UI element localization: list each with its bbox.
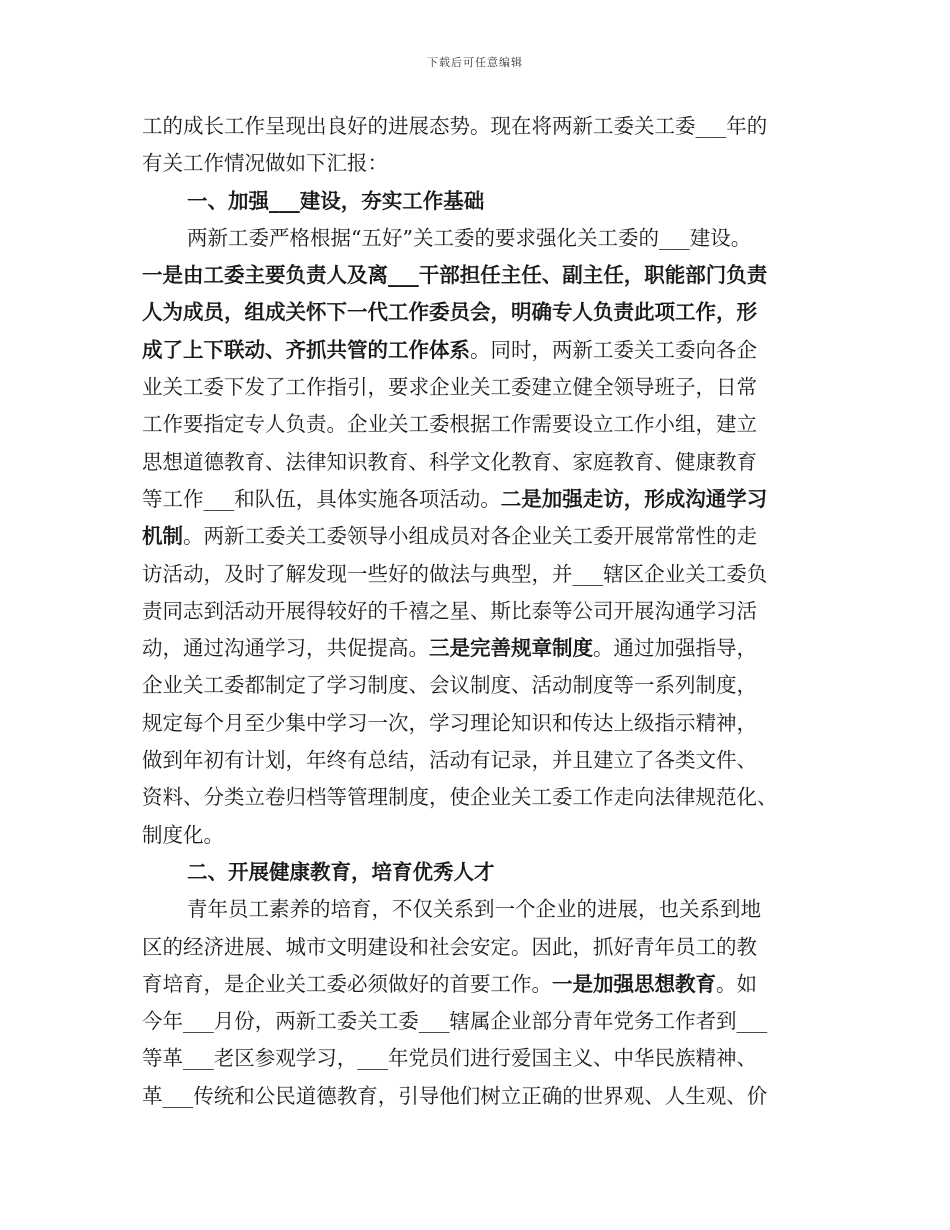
- text-segment: 青年员工素养的培育，不仅关系到一个企业的进展，也关系到地: [187, 897, 761, 922]
- text-segment: 等工作___和队伍，具体实施各项活动。: [142, 486, 501, 511]
- text-line: [142, 779, 827, 816]
- text-line: [142, 108, 827, 145]
- text-segment: 责同志到活动开展得较好的千禧之星、斯比泰等公司开展沟通学习活: [142, 598, 757, 623]
- bold-text-segment: 二、开展健康教育，培育优秀人才: [187, 859, 495, 884]
- bold-text-segment: 三是完善规章制度: [429, 636, 593, 661]
- text-line: [142, 257, 827, 294]
- document-body: [142, 108, 827, 1115]
- bold-text-segment: 成了上下联动、齐抓共管的工作体系: [142, 337, 470, 362]
- text-segment: 。两新工委关工委领导小组成员对各企业关工委开展常常性的走: [183, 524, 757, 549]
- text-segment: 做到年初有计划，年终有总结，活动有记录，并且建立了各类文件、: [142, 748, 757, 773]
- text-line: [142, 891, 827, 928]
- text-segment: 区的经济进展、城市文明建设和社会安定。因此，抓好青年员工的教: [142, 934, 757, 959]
- text-line: [142, 556, 827, 593]
- text-segment: 制度化。: [142, 822, 224, 847]
- text-segment: 革___传统和公民道德教育，引导他们树立正确的世界观、人生观、价: [142, 1083, 768, 1108]
- bold-text-segment: 一是加强思想教育: [552, 971, 716, 996]
- text-segment: 。通过加强指导，: [593, 636, 757, 661]
- bold-text-segment: 一、加强___建设，夯实工作基础: [187, 188, 485, 213]
- section-heading: [142, 183, 827, 220]
- section-heading: [142, 854, 827, 891]
- text-segment: 动，通过沟通学习，共促提高。: [142, 636, 429, 661]
- text-line: [142, 332, 827, 369]
- text-segment: 规定每个月至少集中学习一次，学习理论知识和传达上级指示精神，: [142, 710, 757, 735]
- text-line: [142, 369, 827, 406]
- text-segment: 两新工委严格根据“五好”关工委的要求强化关工委的___建设。: [187, 225, 752, 250]
- text-segment: 有关工作情况做如下汇报：: [142, 151, 388, 176]
- bold-text-segment: 一是由工委主要负责人及离___干部担任主任、副主任，职能部门负责: [142, 263, 768, 288]
- text-segment: 育培育，是企业关工委必须做好的首要工作。: [142, 971, 552, 996]
- text-line: [142, 929, 827, 966]
- text-line: [142, 294, 827, 331]
- text-line: [142, 406, 827, 443]
- text-line: [142, 145, 827, 182]
- text-line: [142, 630, 827, 667]
- text-line: [142, 705, 827, 742]
- text-line: [142, 1040, 827, 1077]
- text-line: [142, 1078, 827, 1115]
- text-line: [142, 444, 827, 481]
- text-segment: 工的成长工作呈现出良好的进展态势。现在将两新工委关工委___年的: [142, 114, 768, 138]
- text-line: [142, 518, 827, 555]
- text-segment: 业关工委下发了工作指引，要求企业关工委建立健全领导班子，日常: [142, 375, 757, 400]
- text-segment: 企业关工委都制定了学习制度、会议制度、活动制度等一系列制度，: [142, 673, 757, 698]
- text-line: [142, 817, 827, 854]
- page-header: 下载后可任意编辑: [427, 56, 523, 69]
- text-segment: 思想道德教育、法律知识教育、科学文化教育、家庭教育、健康教育: [142, 449, 757, 474]
- bold-text-segment: 机制: [142, 524, 183, 549]
- bold-text-segment: 二是加强走访，形成沟通学习: [500, 486, 768, 511]
- bold-text-segment: 人为成员，组成关怀下一代工作委员会，明确专人负责此项工作，形: [142, 300, 757, 325]
- text-line: [142, 1003, 827, 1040]
- text-line: [142, 481, 827, 518]
- text-segment: 工作要指定专人负责。企业关工委根据工作需要设立工作小组，建立: [142, 412, 757, 437]
- text-line: [142, 667, 827, 704]
- text-segment: 等革___老区参观学习，___年党员们进行爱国主义、中华民族精神、: [142, 1046, 757, 1071]
- text-segment: 资料、分类立卷归档等管理制度，使企业关工委工作走向法律规范化、: [142, 785, 778, 810]
- text-line: [142, 742, 827, 779]
- text-segment: 。如: [716, 971, 757, 996]
- text-segment: 今年___月份，两新工委关工委___辖属企业部分青年党务工作者到___: [142, 1009, 768, 1034]
- text-line: [142, 220, 827, 257]
- text-segment: 。同时，两新工委关工委向各企: [470, 337, 757, 362]
- text-line: [142, 593, 827, 630]
- text-line: [142, 966, 827, 1003]
- text-segment: 访活动，及时了解发现一些好的做法与典型，并___辖区企业关工委负: [142, 561, 768, 586]
